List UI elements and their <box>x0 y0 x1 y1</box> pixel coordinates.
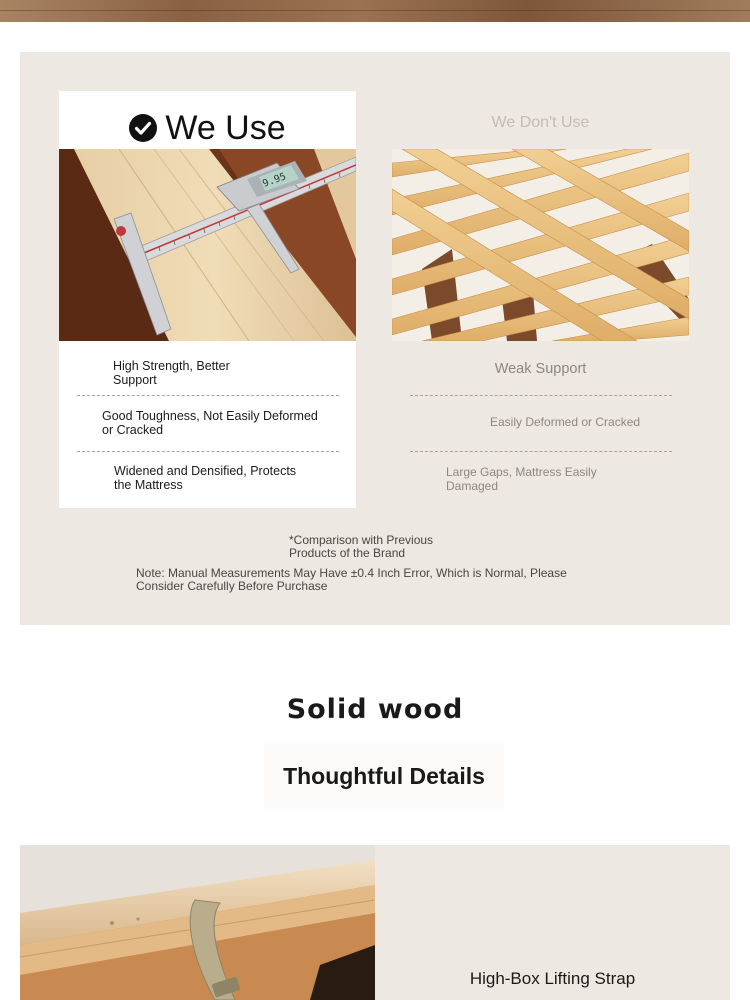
we-use-title <box>59 108 356 148</box>
lifting-strap-photo <box>20 845 375 1000</box>
we-use-card <box>59 91 356 508</box>
we-use-feature-3: Widened and Densified, Protects the Mattress <box>114 464 297 492</box>
we-dont-use-title: We Don't Use <box>491 114 590 131</box>
we-dont-use-feature-3: Large Gaps, Mattress Easily Damaged <box>446 465 597 493</box>
we-use-feature-2: Good Toughness, Not Easily Deformed or Cracked <box>102 409 318 437</box>
we-dont-use-feature-2: Easily Deformed or Cracked <box>490 415 641 429</box>
comparison-footnote: *Comparison with Previous Products of the Brand <box>289 533 434 560</box>
divider <box>410 395 672 396</box>
section-subheading: Thoughtful Details <box>264 743 504 809</box>
thick-slat-caliper-photo <box>59 149 356 341</box>
we-dont-use-feature-1: Weak Support <box>494 361 587 377</box>
we-use-feature-1: High Strength, Better Support <box>113 359 230 387</box>
divider <box>77 451 339 452</box>
strap-description-panel <box>375 845 730 1000</box>
divider <box>410 451 672 452</box>
thin-slat-photo <box>392 149 689 341</box>
top-photo-strip <box>0 0 750 22</box>
section-heading: Solid wood <box>286 694 464 725</box>
we-use-label: We Use <box>165 108 286 147</box>
measurement-note: Note: Manual Measurements May Have ±0.4 Inch Error, Which is Normal, Please Consider Carefully Before Purchase <box>136 566 567 593</box>
strap-label: High-Box Lifting Strap <box>469 969 636 988</box>
caliper-reading: 9.95 <box>261 171 288 190</box>
divider <box>77 395 339 396</box>
comparison-panel <box>20 52 730 625</box>
check-circle-icon <box>129 114 157 142</box>
